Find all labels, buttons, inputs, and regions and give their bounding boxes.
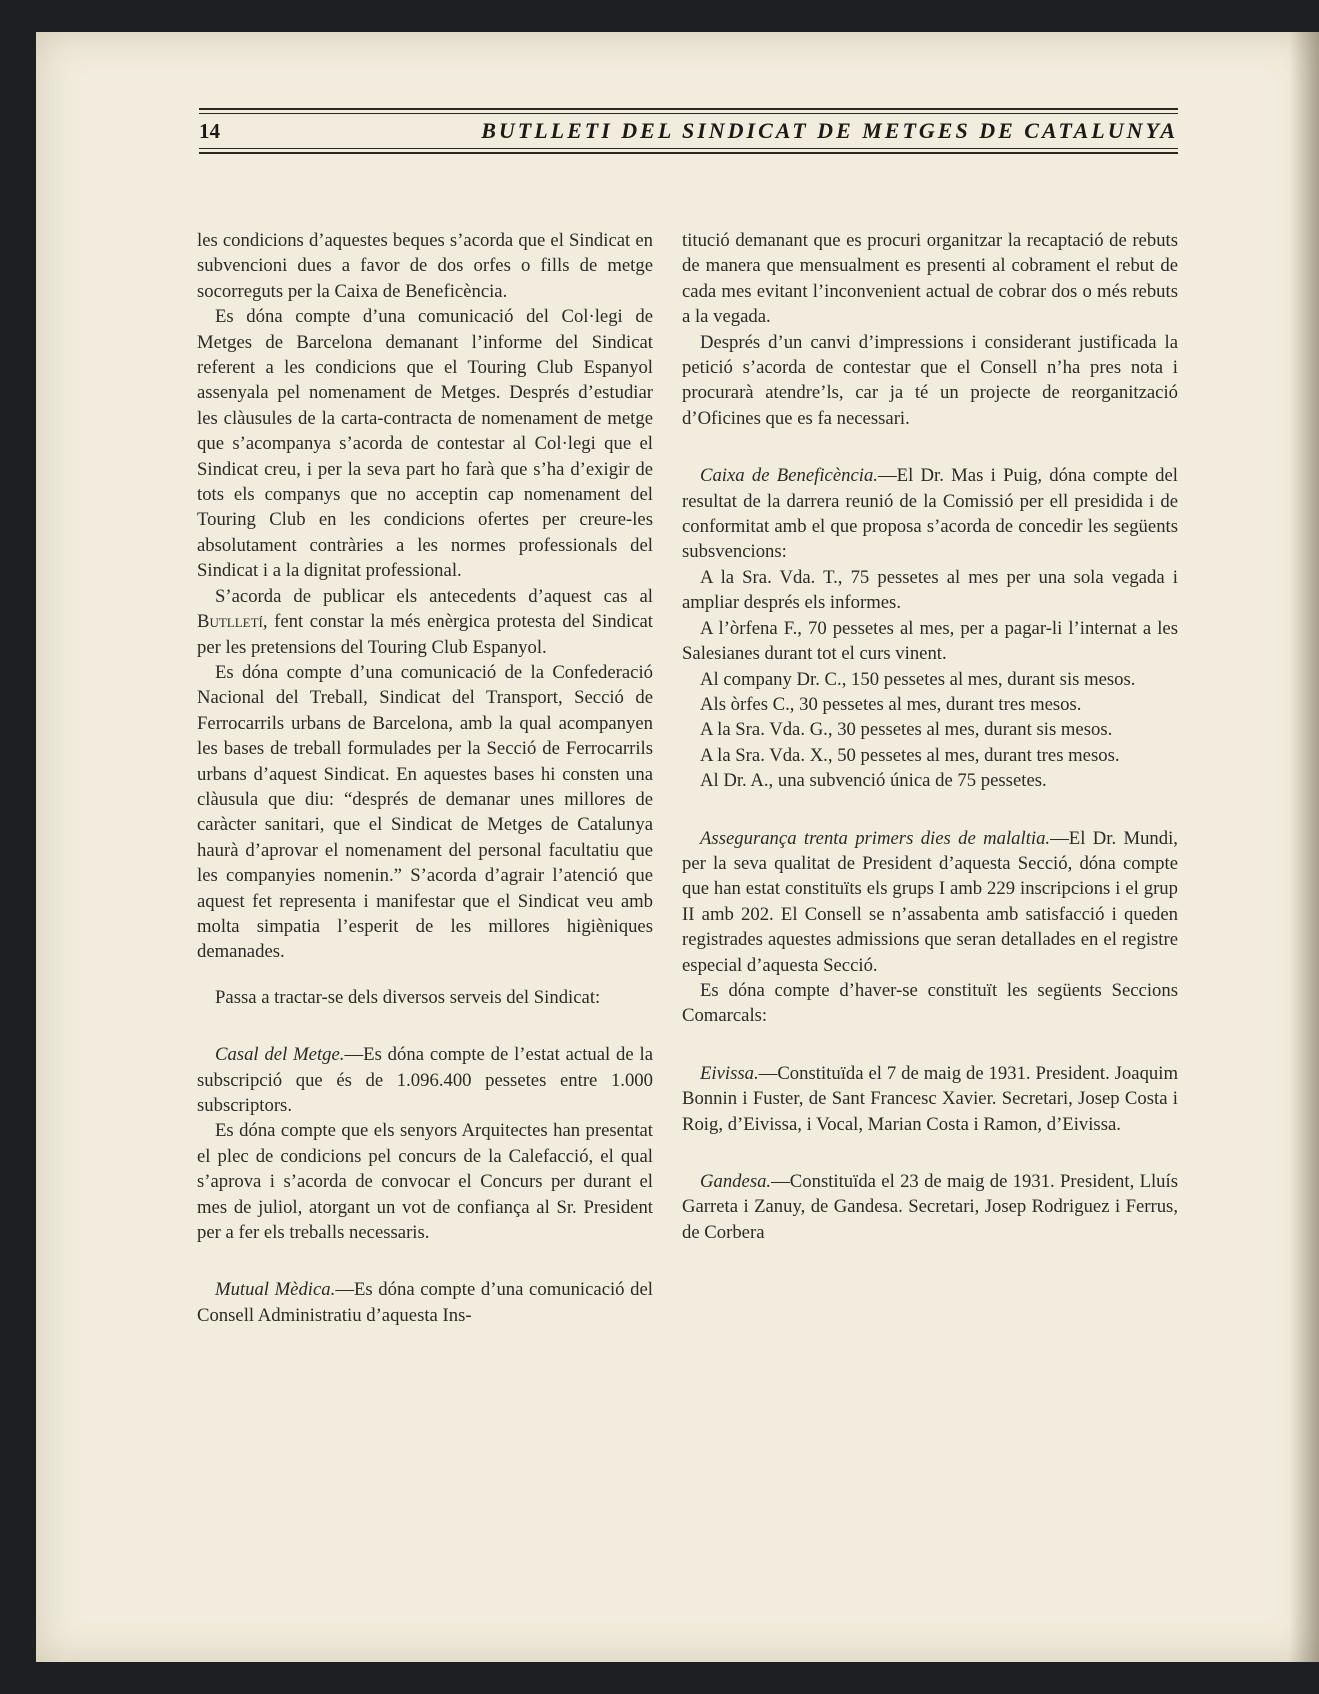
section-heading: Eivissa. [700,1062,759,1084]
subvention-item: A l’òrfena F., 70 pessetes al mes, per a pagar-li l’internat a les Salesianes durant tot el curs vinent. [682,617,1178,665]
subvention-item: A la Sra. Vda. G., 30 pessetes al mes, durant sis mesos. [700,719,1113,741]
paragraph: les condicions d’aquestes beques s’acorda que el Sindicat en subvencioni dues a favor de dos orfes o fills de metge socorreguts per la Caixa de Beneficència. [197,230,653,302]
section-text: Es dóna compte de l’estat actual de la subscripció que és de 1.096.400 pessetes entre 1.000 subscriptors. [197,1044,653,1116]
section-mutual [197,1277,653,1328]
section-gandesa [682,1169,1178,1245]
subvention-item: Al company Dr. C., 150 pessetes al mes, durant sis mesos. [700,668,1136,690]
section-text: Constituïda el 23 de maig de 1931. President, Lluís Garreta i Zanuy, de Gandesa. Secretari, Josep Rodriguez i Ferrus, de Corbera [682,1171,1178,1243]
butlleti-word: Butlletí [197,611,263,633]
paragraph: Passa a tractar-se dels diversos serveis del Sindicat: [215,986,601,1008]
dash: — [758,1062,778,1084]
section-text: Constituïda el 7 de maig de 1931. President. Joaquim Bonnin i Fuster, de Sant Francesc Xavier. Secretari, Josep Costa i Roig, d’Eivissa, i Vocal, Marian Costa i Ramon, d’Eivissa. [682,1062,1178,1135]
dash: — [1050,827,1069,849]
paragraph: Després d’un canvi d’impressions i considerant justificada la petició s’acorda de contestar que el Consell n’ha pres nota i procurarà atendre’ls, car ja té un projecte de reorganització d’Oficines que es fa necessari. [682,331,1178,429]
subvention-item: A la Sra. Vda. T., 75 pessetes al mes per una sola vegada i ampliar després els informes. [682,566,1178,614]
paragraph: Es dóna compte d’una comunicació del Col·legi de Metges de Barcelona demanant l’informe del Sindicat referent a les condicions que el Touring Club Espanyol assenyala pel nomenament de Metges. Després d’estudiar les clàusules de la carta-contracta de nomenament de metge que s’acompanya s’acorda de contestar al Col·legi que el Sindicat creu, i per la seva part ho farà que s’ha d’exigir de tots els companys que no acceptin cap nomenament del Touring Club en les condicions ofertes per creure-les absolutament contràries a les normes professionals del Sindicat i a la dignitat professional. [197,306,653,582]
dash: — [877,465,897,487]
paragraph: Es dóna compte d’una comunicació de la Confederació Nacional del Treball, Sindicat del Transport, Secció de Ferrocarrils urbans de Barcelona, amb la qual acompanyen les bases de treball formulades per la Secció de Ferrocarrils urbans d’aquest Sindicat. En aquestes bases hi consten una clàusula que diu: “després de demanar unes millores de caràcter sanitari, que el Sindicat de Metges de Catalunya haurà d’aprovar el nomenament del personal facultatiu que les companyies nomenin.” S’acorda d’agrair l’atenció que aquest fet representa i manifestar que el Sindicat veu amb molta simpatia l’esperit de les millores higièniques demanades. [197,661,653,963]
section-casal [197,1042,653,1118]
section-text: El Dr. Mas i Puig, dóna compte del resultat de la darrera reunió de la Comissió per ell presidida i de conformitat amb el que proposa s’acorda de concedir les següents subsvencions: [682,465,1178,563]
header-line [199,114,1178,148]
paragraph: Es dóna compte que els senyors Arquitectes han presentat el plec de condicions pel concurs de la Calefacció, el qual s’aprova i s’acorda de convocar el Concurs per durant el mes de juliol, atorgant un vot de confiança al Sr. President per a fer els treballs necessaris. [197,1120,653,1244]
section-asseguranca [682,826,1178,978]
subvention-item: Als òrfes C., 30 pessetes al mes, durant tres mesos. [700,693,1082,715]
dash: — [335,1279,354,1301]
paragraph: S’acorda de publicar els antecedents d’aquest cas al Butlletí, fent constar la més enèrgica protesta del Sindicat per les pretensions del Touring Club Espanyol. [197,585,653,658]
page-number: 14 [199,118,220,143]
subvention-item: Al Dr. A., una subvenció única de 75 pessetes. [700,770,1047,792]
section-heading: Casal del Metge. [215,1044,345,1066]
dash: — [771,1171,790,1192]
right-column [682,228,1178,1245]
section-heading: Mutual Mèdica. [215,1279,336,1301]
paragraph: titució demanant que es procuri organitzar la recaptació de rebuts de manera que mensualment es presenti al cobrament el rebut de cada mes evitant l’inconvenient actual de cobrar dos o més rebuts a la vegada. [682,230,1178,328]
running-header [199,108,1178,154]
section-heading: Caixa de Beneficència. [700,465,878,487]
header-rule-bottom [199,148,1178,154]
section-caixa [682,463,1178,565]
section-heading: Assegurança trenta primers dies de malaltia. [700,827,1051,849]
section-eivissa [682,1061,1178,1137]
section-text: El Dr. Mundi, per la seva qualitat de President d’aquesta Secció, dóna compte que han estat constituïts els grups I amb 229 inscripcions i el grup II amb 202. El Consell se n’assabenta amb satisfacció i queden registrades aquestes admissions que seran detallades en el registre especial d’aquesta Secció. [682,827,1178,976]
section-heading: Gandesa. [700,1171,772,1192]
paragraph: Es dóna compte d’haver-se constituït les següents Seccions Comarcals: [682,979,1178,1027]
subvention-item: A la Sra. Vda. X., 50 pessetes al mes, durant tres mesos. [700,744,1120,766]
journal-title: BUTLLETI DEL SINDICAT DE METGES DE CATALUNYA [481,118,1178,143]
dash: — [344,1044,364,1066]
section-text: Es dóna compte d’una comunicació del Consell Administratiu d’aquesta Ins- [197,1279,653,1326]
page-edge-shadow [1289,32,1319,1662]
left-column [197,228,653,1328]
